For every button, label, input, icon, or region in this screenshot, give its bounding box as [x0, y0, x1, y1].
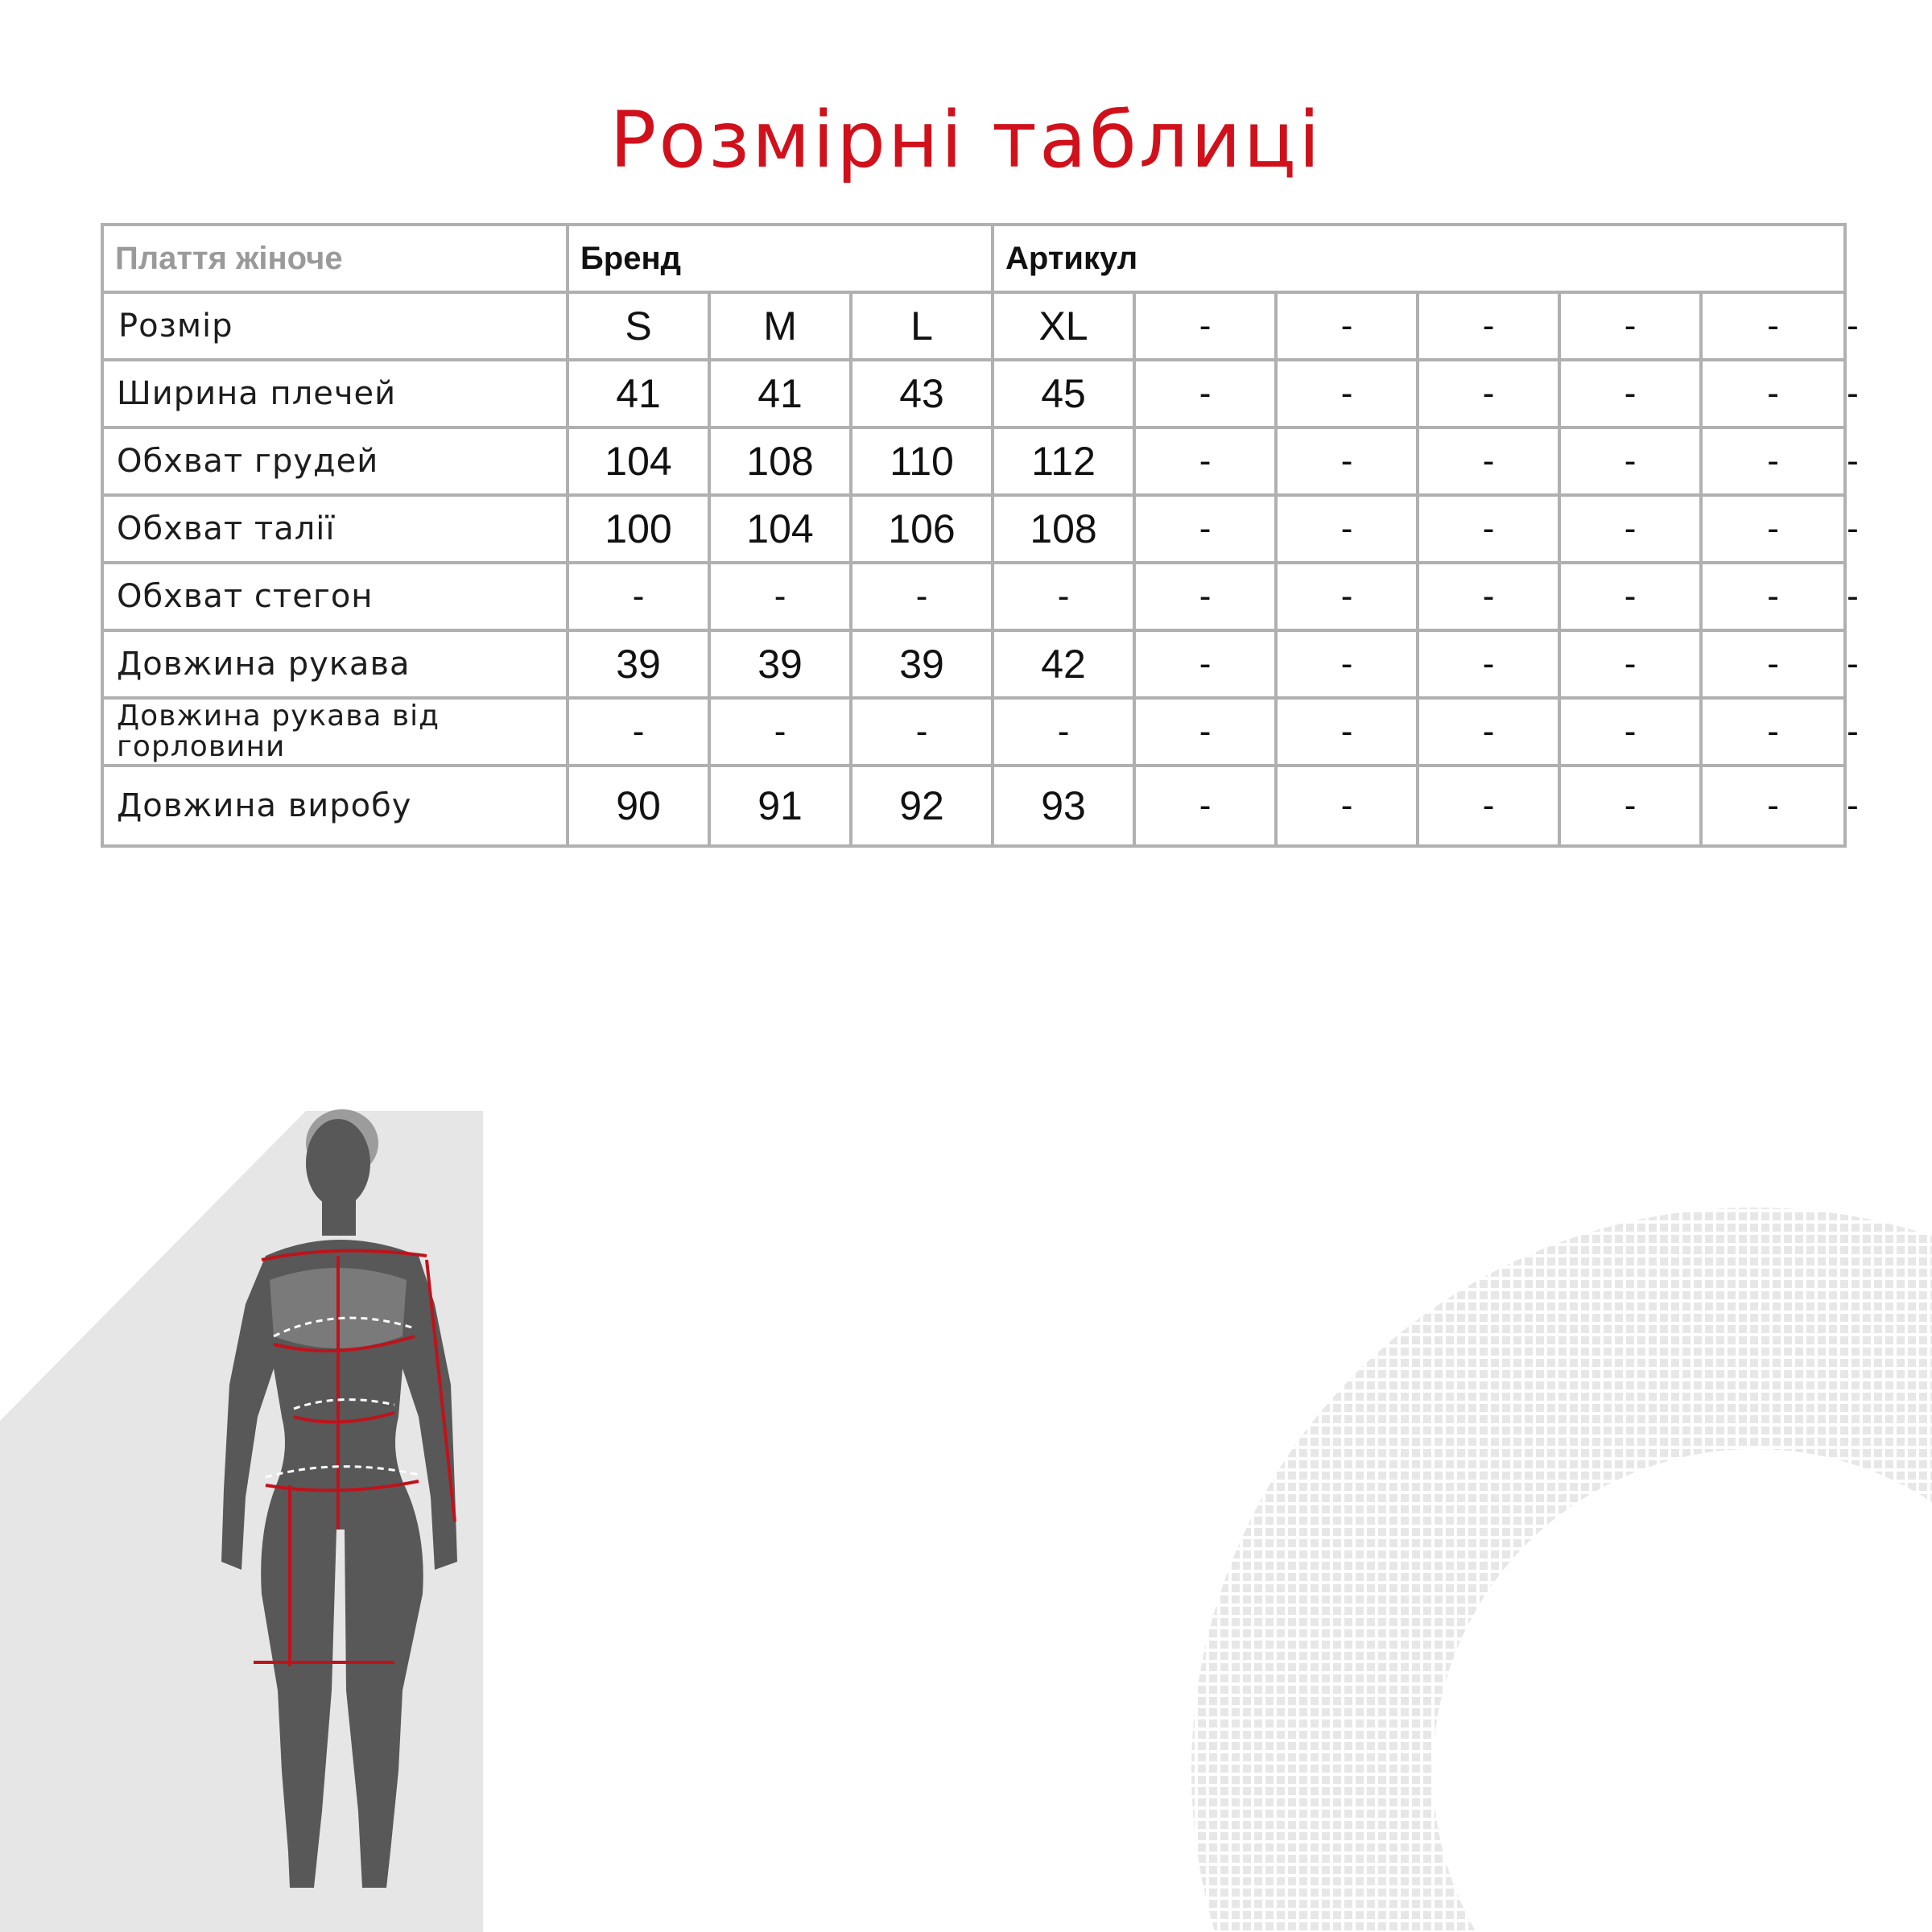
size-cell: - — [1134, 292, 1276, 360]
measure-cell: 93 — [993, 766, 1134, 846]
measure-cell: - — [1701, 630, 1845, 698]
table-row: Довжина рукава від горловини - - - - - - - - - - — [102, 698, 1845, 766]
measure-cell: - — [1134, 766, 1276, 846]
table-row: Ширина плечей 41 41 43 45 - - - - - - — [102, 360, 1845, 427]
measure-cell: - — [1559, 630, 1701, 698]
size-cell: XL — [993, 292, 1134, 360]
measure-cell: - — [1134, 427, 1276, 495]
product-name: Плаття жіноче — [102, 225, 568, 292]
measure-cell: 90 — [568, 766, 709, 846]
measure-cell: - — [1134, 698, 1276, 766]
table-row: Обхват стегон - - - - - - - - - - — [102, 563, 1845, 630]
measure-cell: 108 — [709, 427, 851, 495]
brand-label: Бренд — [568, 225, 993, 292]
header-row — [102, 225, 1845, 292]
measure-cell: - — [1276, 698, 1418, 766]
table-row: Довжина виробу 90 91 92 93 - - - - - - — [102, 766, 1845, 846]
measure-cell: 110 — [851, 427, 993, 495]
measure-cell: 106 — [851, 495, 993, 563]
size-cell: - — [1418, 292, 1559, 360]
measure-cell: - — [568, 563, 709, 630]
size-table — [101, 223, 1859, 848]
size-cell: - — [1701, 292, 1845, 360]
measure-cell: - — [1701, 563, 1845, 630]
measure-cell: - — [1134, 563, 1276, 630]
article-label: Артикул — [993, 225, 1845, 292]
measure-cell: 42 — [993, 630, 1134, 698]
size-row: Розмір S M L XL - - - - - - — [102, 292, 1845, 360]
measure-cell: - — [1134, 360, 1276, 427]
measure-cell: - — [1701, 698, 1845, 766]
row-label: Ширина плечей — [102, 360, 568, 427]
measure-cell: 92 — [851, 766, 993, 846]
measure-cell: - — [709, 698, 851, 766]
table-row: Обхват грудей 104 108 110 112 - - - - - - — [102, 427, 1845, 495]
row-label: Довжина виробу — [102, 766, 568, 846]
body-measurement-figure — [0, 1095, 499, 1932]
measure-cell: - — [1418, 563, 1559, 630]
measure-cell: - — [709, 563, 851, 630]
embroidery-ornament — [1175, 1167, 1932, 1932]
measure-cell: - — [1276, 630, 1418, 698]
measure-cell: 39 — [568, 630, 709, 698]
row-label: Обхват талії — [102, 495, 568, 563]
measure-cell: - — [1701, 766, 1845, 846]
measure-cell: 104 — [568, 427, 709, 495]
size-row-label: Розмір — [102, 292, 568, 360]
measure-cell: - — [1418, 427, 1559, 495]
measure-cell: - — [993, 563, 1134, 630]
measure-cell: - — [1418, 698, 1559, 766]
measure-cell: 45 — [993, 360, 1134, 427]
table-row: Обхват талії 100 104 106 108 - - - - - - — [102, 495, 1845, 563]
size-cell: - — [1559, 292, 1701, 360]
measure-cell: - — [851, 563, 993, 630]
size-cell: M — [709, 292, 851, 360]
measure-cell: - — [1276, 427, 1418, 495]
measure-cell: - — [1418, 630, 1559, 698]
measure-cell: 104 — [709, 495, 851, 563]
measure-cell: - — [1418, 766, 1559, 846]
size-cell: L — [851, 292, 993, 360]
measure-cell: - — [1276, 766, 1418, 846]
table-row: Довжина рукава 39 39 39 42 - - - - - - — [102, 630, 1845, 698]
measure-cell: - — [1559, 563, 1701, 630]
measure-cell: 39 — [851, 630, 993, 698]
measure-cell: - — [1559, 360, 1701, 427]
size-cell: S — [568, 292, 709, 360]
measure-cell: - — [1276, 495, 1418, 563]
measure-cell: - — [1276, 360, 1418, 427]
measure-cell: 100 — [568, 495, 709, 563]
page-title: Розмірні таблиці — [609, 95, 1323, 185]
measure-cell: 41 — [709, 360, 851, 427]
row-label: Довжина рукава — [102, 630, 568, 698]
row-label: Обхват стегон — [102, 563, 568, 630]
measure-cell: 112 — [993, 427, 1134, 495]
measure-cell: - — [1276, 563, 1418, 630]
measure-cell: 43 — [851, 360, 993, 427]
measure-cell: - — [1418, 495, 1559, 563]
measure-cell: - — [1701, 360, 1845, 427]
measure-cell: 39 — [709, 630, 851, 698]
measure-cell: 91 — [709, 766, 851, 846]
measure-cell: - — [1559, 698, 1701, 766]
measure-cell: - — [1134, 495, 1276, 563]
size-cell: - — [1276, 292, 1418, 360]
measure-cell: - — [568, 698, 709, 766]
measure-cell: 108 — [993, 495, 1134, 563]
measure-cell: - — [1701, 495, 1845, 563]
measure-cell: - — [1418, 360, 1559, 427]
row-label: Довжина рукава від горловини — [102, 698, 568, 766]
measure-cell: - — [851, 698, 993, 766]
measure-cell: - — [1134, 630, 1276, 698]
measure-cell: - — [1559, 766, 1701, 846]
measure-cell: - — [1701, 427, 1845, 495]
measure-cell: - — [1559, 495, 1701, 563]
measure-cell: - — [993, 698, 1134, 766]
measure-cell: - — [1559, 427, 1701, 495]
measure-cell: 41 — [568, 360, 709, 427]
row-label: Обхват грудей — [102, 427, 568, 495]
